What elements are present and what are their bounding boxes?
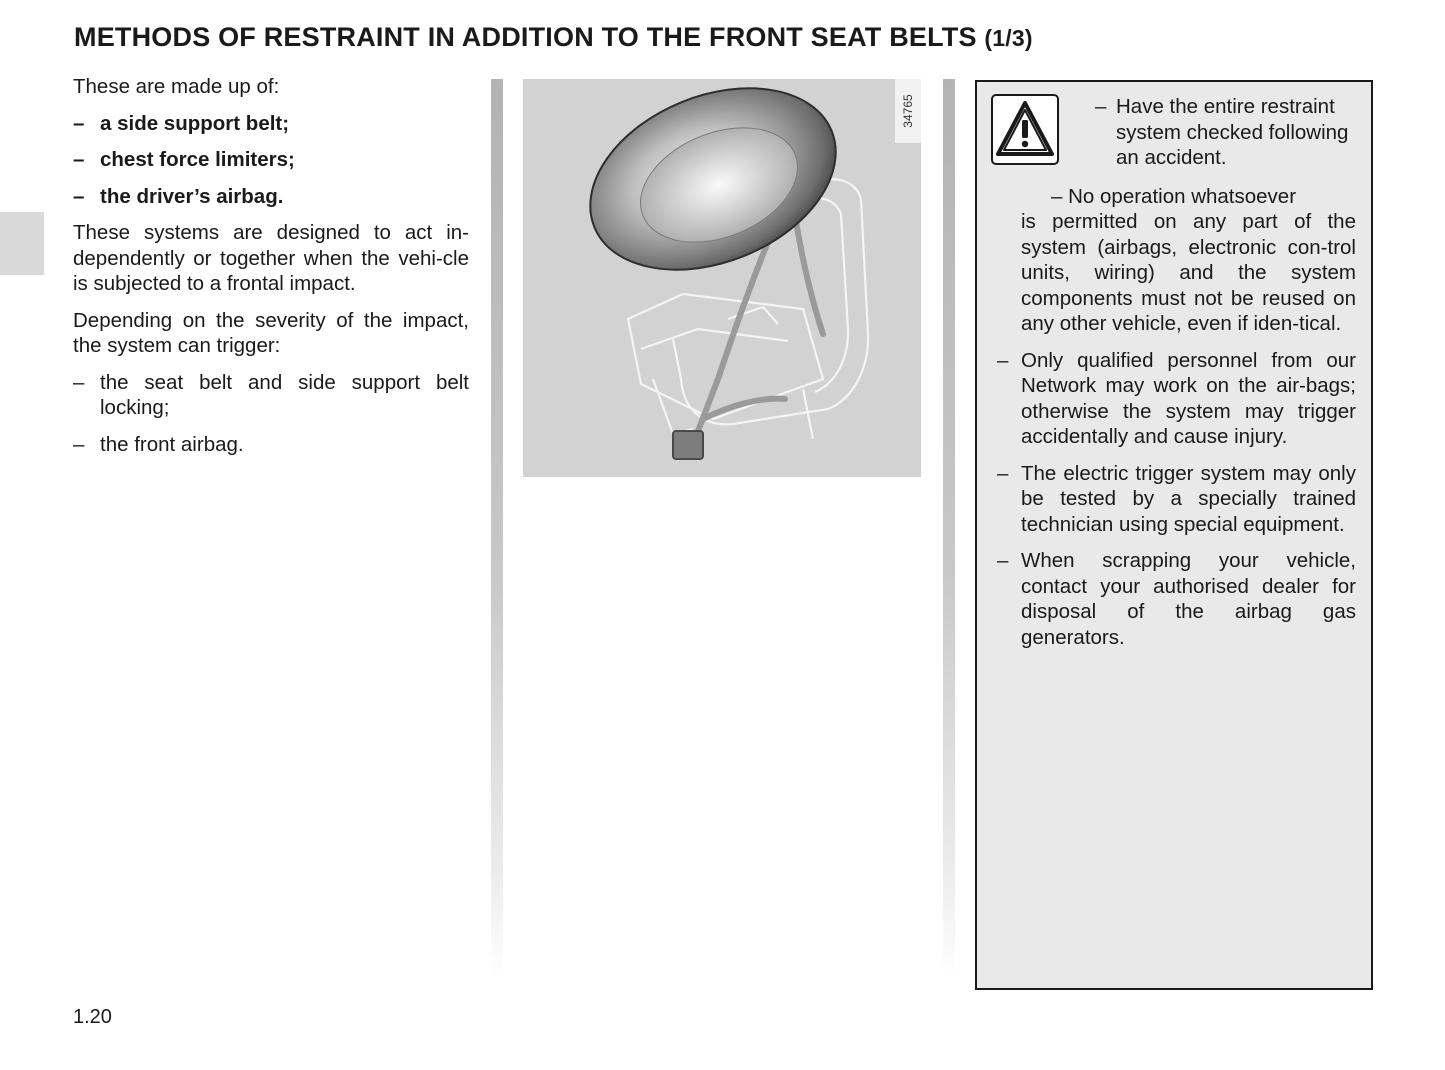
paragraph-severity: Depending on the severity of the impact, the system can trigger: [73,308,469,357]
dash-mark: – [997,549,1009,572]
figure-number: 34765 [901,94,915,128]
left-column [73,74,469,468]
paragraph-systems: These systems are designed to act in-dependently or together when the vehi-cle is subjected to a frontal impact. [73,221,469,295]
airbag-seat-illustration [523,79,921,477]
warning-item-text: When scrapping your vehicle, contact your authorised dealer for disposal of the airbag gas generators. [1021,549,1356,649]
dash-mark: – [1051,184,1063,208]
warning-item-text: is permitted on any part of the system (airbags, electronic con-trol units, wiring) and the system components must not be reused on any other vehicle, even if iden-tical. [1021,210,1356,335]
title-part: (1/3) [984,25,1033,51]
warning-item [997,184,1356,337]
list-item [73,432,469,458]
list-item [73,370,469,421]
dash-mark: – [73,370,85,394]
warning-item-text: No operation whatsoever [1068,184,1297,208]
warning-item-lead [997,184,1356,210]
column-divider-left [491,79,503,979]
warning-item [1095,94,1356,171]
intro-text: These are made up of: [73,75,280,98]
dash-mark: – [997,461,1009,485]
page-title [74,22,1033,53]
list-item [73,111,469,137]
list-item-text: the driver’s airbag. [100,184,284,208]
dash-mark: – [73,111,85,135]
list-item [73,184,469,210]
list-item [73,147,469,173]
trigger-list [73,370,469,458]
warning-box [975,80,1373,990]
warning-item [997,461,1356,538]
dash-mark: – [73,184,85,208]
warning-item [997,348,1356,450]
column-divider-right [943,79,955,979]
warning-item-text: Have the entire restraint system checked following an accident. [1116,95,1349,169]
list-item-text: the front airbag. [100,432,244,456]
title-text: METHODS OF RESTRAINT IN ADDITION TO THE FRONT SEAT BELTS [74,22,977,52]
airbag-seat-drawing [523,79,921,477]
dash-mark: – [997,348,1009,372]
dash-mark: – [1095,95,1107,118]
warning-item-text: Only qualified personnel from our Network may work on the air-bags; otherwise the system may trigger accidentally and cause injury. [1021,348,1356,448]
list-item-text: a side support belt; [100,111,290,135]
dash-mark: – [73,432,85,456]
figure-reference [895,79,921,143]
warning-item [997,548,1356,650]
warning-item-text: The electric trigger system may only be tested by a specially trained technician using special equipment. [1021,461,1356,536]
belt-buckle [673,431,703,459]
list-item-text: the seat belt and side support belt locking; [100,370,469,419]
chapter-tab [0,212,44,275]
list-item-text: chest force limiters; [100,148,295,171]
page-number: 1.20 [73,1006,112,1028]
component-list [73,111,469,210]
dash-mark: – [73,148,85,171]
